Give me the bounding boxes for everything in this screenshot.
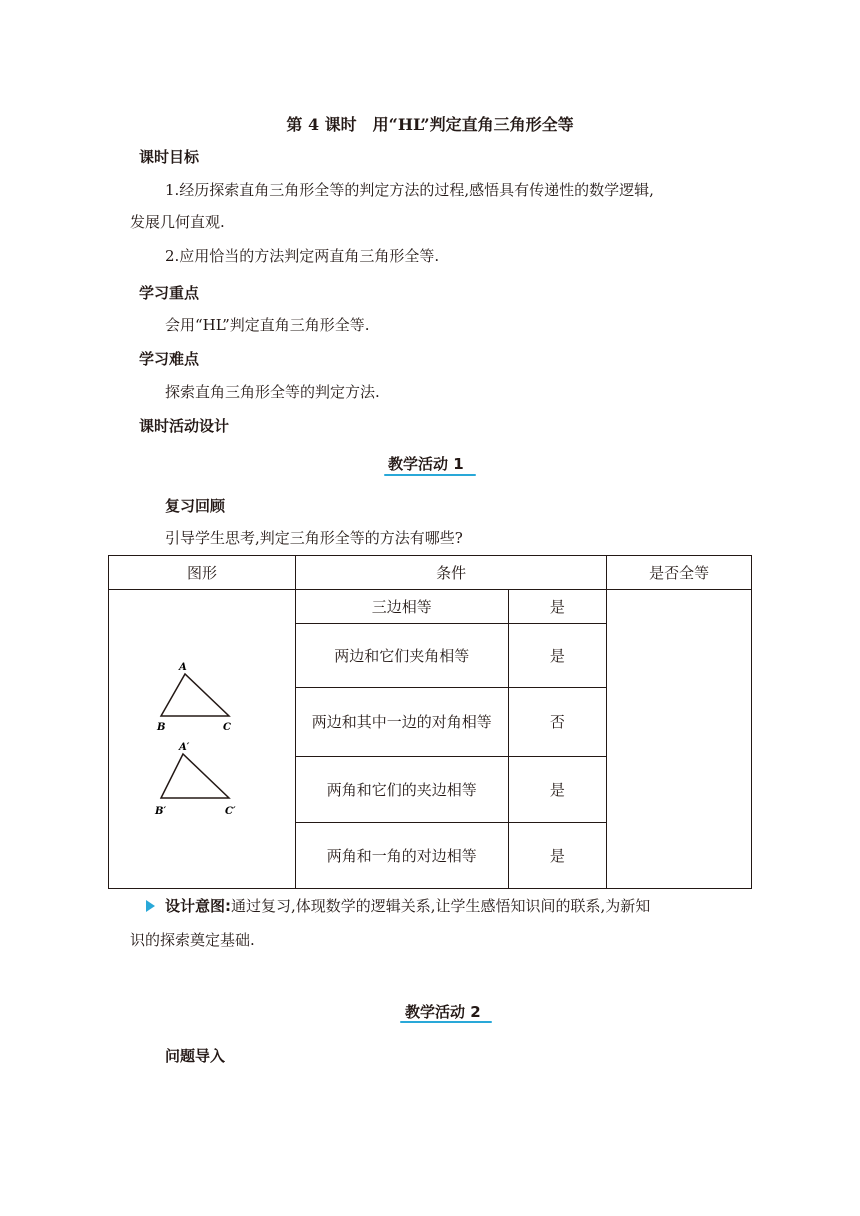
- triangles-figure: [109, 590, 295, 888]
- goal-1-line-2: 发展几何直观.: [130, 213, 225, 231]
- label-a-prime: A′: [179, 742, 190, 753]
- goal-2: 2.应用恰当的方法判定两直角三角形全等.: [165, 247, 440, 265]
- result-cell: 是: [508, 624, 607, 688]
- activity-1-underline: [384, 474, 476, 476]
- header-condition: 条件: [296, 556, 607, 590]
- review-prompt: 引导学生思考,判定三角形全等的方法有哪些?: [165, 529, 463, 547]
- difficulty-heading: 学习难点: [139, 350, 200, 368]
- congruent-empty-cell: [607, 590, 752, 889]
- label-a: A: [179, 662, 187, 673]
- label-b: B: [157, 722, 166, 733]
- result-cell: 否: [508, 688, 607, 756]
- condition-cell: 两边和其中一边的对角相等: [296, 688, 509, 756]
- criteria-table: [108, 555, 752, 889]
- difficulty-text: 探索直角三角形全等的判定方法.: [165, 383, 380, 401]
- table-header-row: [109, 556, 752, 590]
- condition-cell: 两边和它们夹角相等: [296, 624, 509, 688]
- goals-heading: 课时目标: [139, 148, 200, 166]
- label-c: C: [223, 722, 231, 733]
- result-cell: 是: [508, 756, 607, 822]
- design-intent-text-1: 通过复习,体现数学的逻辑关系,让学生感悟知识间的联系,为新知: [231, 897, 651, 915]
- header-congruent: 是否全等: [607, 556, 752, 590]
- result-cell: 是: [508, 590, 607, 624]
- review-heading: 复习回顾: [165, 497, 226, 515]
- page-title: 第 4 课时 用“HL”判定直角三角形全等: [286, 115, 574, 134]
- triangle-abc-prime: [161, 754, 229, 798]
- table-row: [109, 590, 752, 624]
- activity-2-underline: [400, 1021, 492, 1023]
- triangle-abc: [161, 674, 229, 716]
- play-arrow-icon: [146, 900, 155, 912]
- condition-cell: 两角和一角的对边相等: [296, 822, 509, 888]
- key-text: 会用“HL”判定直角三角形全等.: [165, 316, 370, 334]
- activity-2-label: 教学活动 2: [405, 1003, 481, 1021]
- condition-cell: 三边相等: [296, 590, 509, 624]
- result-cell: 是: [508, 822, 607, 888]
- design-heading: 课时活动设计: [139, 417, 230, 435]
- label-c-prime: C′: [225, 806, 236, 817]
- header-figure: 图形: [109, 556, 296, 590]
- activity-1-label: 教学活动 1: [388, 455, 464, 473]
- design-intent-label: 设计意图:: [165, 897, 231, 915]
- intro-heading: 问题导入: [165, 1047, 226, 1065]
- label-b-prime: B′: [155, 806, 167, 817]
- condition-cell: 两角和它们的夹边相等: [296, 756, 509, 822]
- key-heading: 学习重点: [139, 284, 200, 302]
- figure-cell: [109, 590, 296, 889]
- design-intent-line-1: [165, 896, 650, 916]
- design-intent-line-2: 识的探索奠定基础.: [130, 931, 255, 949]
- goal-1-line-1: 1.经历探索直角三角形全等的判定方法的过程,感悟具有传递性的数学逻辑,: [165, 181, 654, 199]
